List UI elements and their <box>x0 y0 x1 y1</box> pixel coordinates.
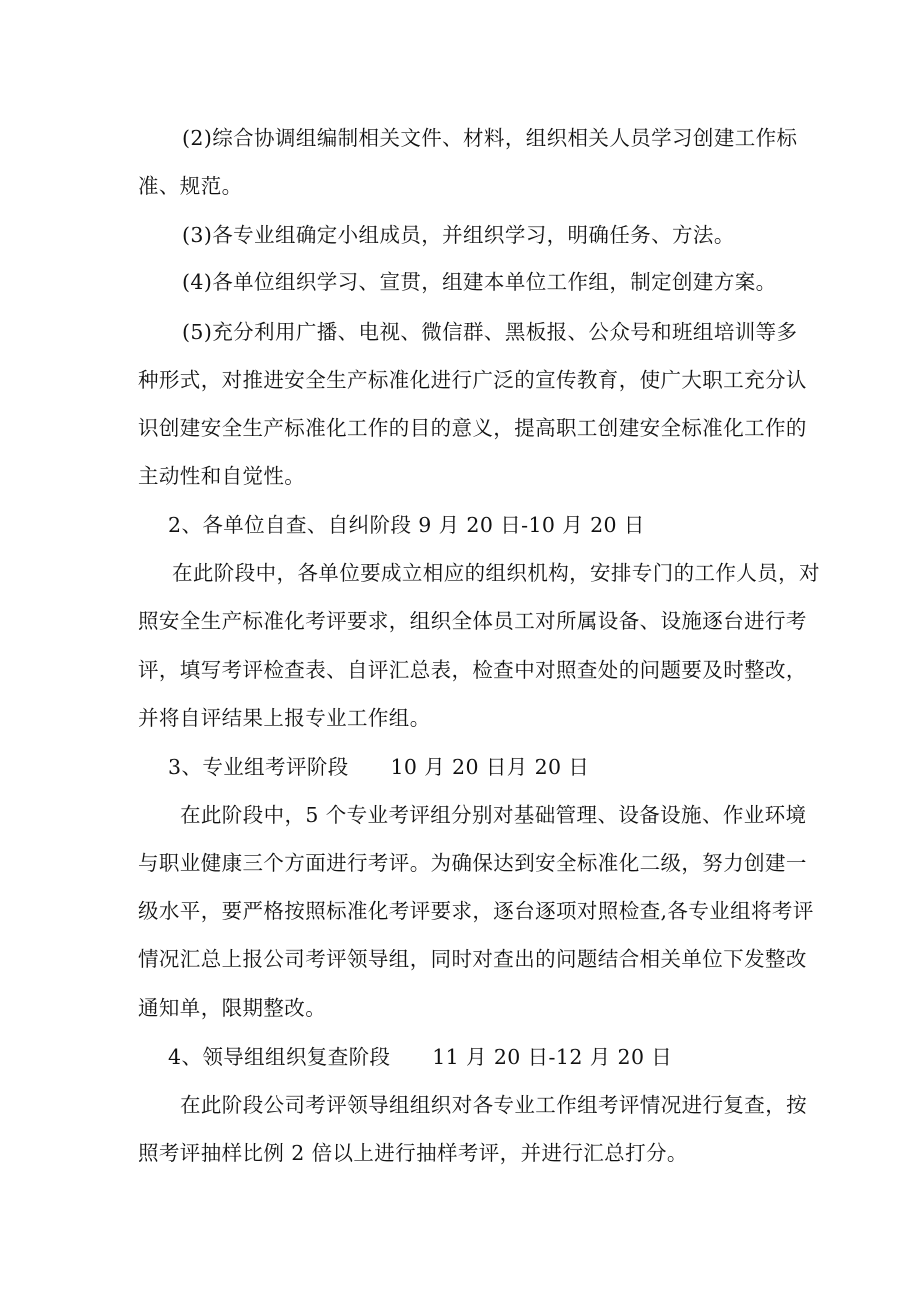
paragraph-line: 并将自评结果上报专业工作组。 <box>138 706 431 730</box>
paragraph-line: 在此阶段公司考评领导组组织对各专业工作组考评情况进行复查，按 <box>180 1093 807 1117</box>
paragraph-line: 照考评抽样比例 2 倍以上进行抽样考评，并进行汇总打分。 <box>138 1141 688 1165</box>
paragraph-line: 评，填写考评检查表、自评汇总表，检查中对照查处的问题要及时整改， <box>138 658 807 682</box>
paragraph-line: 种形式，对推进安全生产标准化进行广泛的宣传教育，使广大职工充分认 <box>138 368 807 392</box>
paragraph-line: 准、规范。 <box>138 174 243 198</box>
section-heading: 4、领导组组织复查阶段 11 月 20 日-12 月 20 日 <box>168 1045 673 1069</box>
paragraph-line: 照安全生产标准化考评要求，组织全体员工对所属设备、设施逐台进行考 <box>138 609 807 633</box>
paragraph-line: 在此阶段中，5 个专业考评组分别对基础管理、设备设施、作业环境 <box>180 803 807 827</box>
section-heading: 3、专业组考评阶段 10 月 20 日月 20 日 <box>168 755 590 779</box>
paragraph-line: 级水平，要严格按照标准化考评要求，逐台逐项对照检查,各专业组将考评 <box>138 899 814 923</box>
paragraph-line: (5)充分利用广播、电视、微信群、黑板报、公众号和班组培训等多 <box>182 320 798 344</box>
paragraph-line: 在此阶段中，各单位要成立相应的组织机构，安排专门的工作人员，对 <box>172 561 820 585</box>
paragraph-line: (2)综合协调组编制相关文件、材料，组织相关人员学习创建工作标 <box>182 126 798 150</box>
paragraph-line: (3)各专业组确定小组成员，并组织学习，明确任务、方法。 <box>182 223 735 247</box>
paragraph-line: 情况汇总上报公司考评领导组，同时对查出的问题结合相关单位下发整改 <box>138 947 807 971</box>
paragraph-line: 与职业健康三个方面进行考评。为确保达到安全标准化二级，努力创建一 <box>138 851 807 875</box>
paragraph-line: 主动性和自觉性。 <box>138 464 306 488</box>
section-heading: 2、各单位自查、自纠阶段 9 月 20 日-10 月 20 日 <box>168 513 645 537</box>
paragraph-line: 通知单，限期整改。 <box>138 996 327 1020</box>
paragraph-line: 识创建安全生产标准化工作的目的意义，提高职工创建安全标准化工作的 <box>138 416 807 440</box>
paragraph-line: (4)各单位组织学习、宣贯，组建本单位工作组，制定创建方案。 <box>182 270 777 294</box>
